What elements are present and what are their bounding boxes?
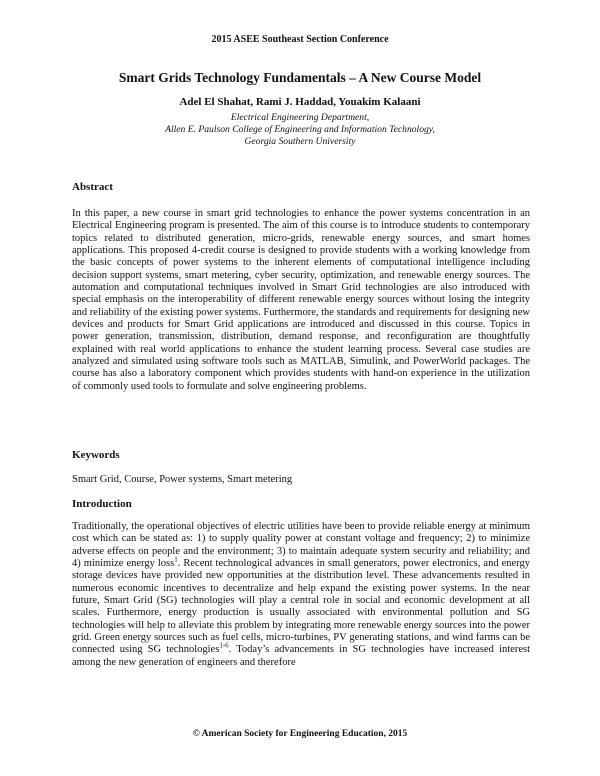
citation-superscript-1: 1 — [174, 555, 178, 564]
affiliation-line-2: Allen E. Paulson College of Engineering and Information Technology, — [165, 124, 435, 135]
introduction-text — [72, 521, 530, 669]
introduction-heading: Introduction — [72, 498, 132, 510]
citation-superscript-2: 1-6 — [219, 641, 229, 650]
keywords-text: Smart Grid, Course, Power systems, Smart metering — [72, 474, 293, 485]
affiliation-line-3: Georgia Southern University — [244, 136, 356, 147]
intro-text-part-1: Traditionally, the operational objectives of electric utilities have been to provide reliable energy at minimum cost which can be stated as: 1) to supply quality power at constant voltage and frequency; 2) to minimize adverse effects on people and the environment; 3) to maintain adequate system security and reliability; and 4) minimize energy loss — [72, 521, 530, 570]
affiliation-block — [0, 112, 600, 148]
author-list: Adel El Shahat, Rami J. Haddad, Youakim Kalaani — [179, 96, 421, 108]
paper-title: Smart Grids Technology Fundamentals – A New Course Model — [118, 70, 482, 85]
abstract-heading: Abstract — [72, 181, 113, 193]
abstract-text: In this paper, a new course in smart grid technologies to enhance the power systems concentration in an Electrical Engineering program is presented. The aim of this course is to introduce students to contemporary topics related to distributed generation, micro-grids, renewable energy sources, and smart homes applications. This proposed 4-credit course is designed to provide students with a working knowledge from the basic concepts of power systems to the inherent elements of computational intelligence including decision support systems, smart metering, cyber security, optimization, and renewable energy sources. The automation and computational techniques involved in Smart Grid technologies are also introduced with special emphasis on the interoperability of different renewable energy sources without losing the integrity and reliability of the existing power systems. Furthermore, the standards and requirements for designing new devices and products for Smart Grid applications are introduced and discussed in this course. Topics in power generation, transmission, distribution, demand response, and reconfiguration are thoughtfully explained with real world applications to enhance the student learning process. Several case studies are analyzed and simulated using software tools such as MATLAB, Simulink, and PowerWorld packages. The course has also a laboratory component which provides students with hand-on experience in the utilization of commonly used tools to formulate and solve engineering problems. — [72, 208, 530, 392]
intro-text-part-3: . Today’s advancements in SG technologies have increased interest among the new generation of engineers and therefore — [72, 644, 531, 668]
intro-text-part-2: . Recent technological advances in small generators, power electronics, and energy storage devices have provided new opportunities at the distribution level. These advancements resulted in numerous economic incentives to decentralize and help expand the existing power systems. In the near future, Smart Grid (SG) technologies will play a central role in social and economic development at all scales. Furthermore, energy production is usually associated with environmental pollution and SG technologies will help to alleviate this problem by integrating more renewable energy sources into the power grid. Green energy sources such as fuel cells, micro-turbines, PV generating stations, and wind farms can be connected using SG technologies — [72, 558, 530, 656]
keywords-heading: Keywords — [72, 449, 120, 461]
affiliation-line-1: Electrical Engineering Department, — [230, 112, 370, 123]
copyright-footer: © American Society for Engineering Education, 2015 — [192, 729, 408, 739]
conference-header: 2015 ASEE Southeast Section Conference — [211, 34, 389, 45]
